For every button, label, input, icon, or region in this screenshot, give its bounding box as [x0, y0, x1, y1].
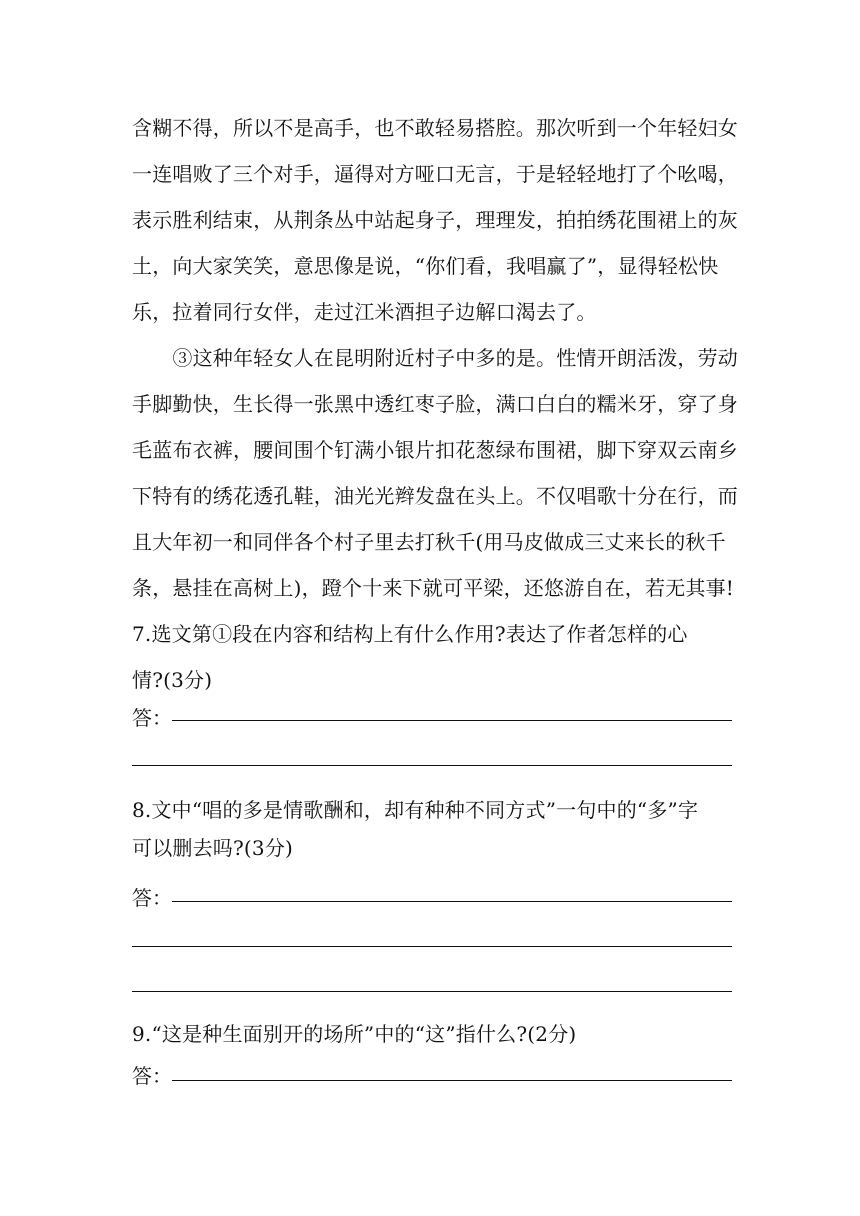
passage-line: 土，向大家笑笑，意思像是说，“你们看，我唱赢了”，显得轻松快 [132, 254, 719, 278]
question-8-answer-area[interactable] [132, 880, 732, 995]
answer-label: 答： [132, 706, 172, 730]
answer-line [172, 901, 732, 902]
passage-line: 表示胜利结束，从荆条丛中站起身子，理理发，拍拍绣花围裙上的灰 [132, 208, 738, 232]
passage-line: ③这种年轻女人在昆明附近村子中多的是。性情开朗活泼，劳动 [132, 346, 738, 370]
question-9-line: 9.“这是种生面别开的场所”中的“这”指什么?(2分) [132, 1022, 577, 1046]
question-8-line: 8.文中“唱的多是情歌酬和，却有种种不同方式”一句中的“多”字 [132, 798, 699, 822]
answer-line [132, 991, 732, 992]
answer-line [172, 1080, 732, 1081]
passage-line: 下特有的绣花透孔鞋，油光光辫发盘在头上。不仅唱歌十分在行，而 [132, 484, 738, 508]
question-7-answer-area[interactable] [132, 700, 732, 770]
answer-line [132, 946, 732, 947]
passage-line: 手脚勤快，生长得一张黑中透红枣子脸，满口白白的糯米牙，穿了身 [132, 392, 738, 416]
answer-line [172, 720, 732, 721]
passage-line: 含糊不得，所以不是高手，也不敢轻易搭腔。那次听到一个年轻妇女 [132, 116, 738, 140]
question-7-line: 情?(3分) [132, 668, 213, 692]
answer-line [132, 765, 732, 766]
question-8-line: 可以删去吗?(3分) [132, 836, 294, 860]
answer-label: 答： [132, 1064, 172, 1088]
passage-line: 且大年初一和同伴各个村子里去打秋千(用马皮做成三丈来长的秋千 [132, 530, 726, 554]
passage-line: 条，悬挂在高树上)，蹬个十来下就可平梁，还悠游自在，若无其事! [132, 576, 735, 600]
question-7-line: 7.选文第①段在内容和结构上有什么作用?表达了作者怎样的心 [132, 622, 688, 646]
answer-label: 答： [132, 886, 172, 910]
question-9-answer-area[interactable] [132, 1058, 732, 1088]
passage-line: 乐，拉着同行女伴，走过江米酒担子边解口渴去了。 [132, 300, 597, 324]
passage-line: 毛蓝布衣裤，腰间围个钉满小银片扣花葱绿布围裙，脚下穿双云南乡 [132, 438, 738, 462]
passage-line: 一连唱败了三个对手，逼得对方哑口无言，于是轻轻地打了个吆喝， [132, 162, 738, 186]
